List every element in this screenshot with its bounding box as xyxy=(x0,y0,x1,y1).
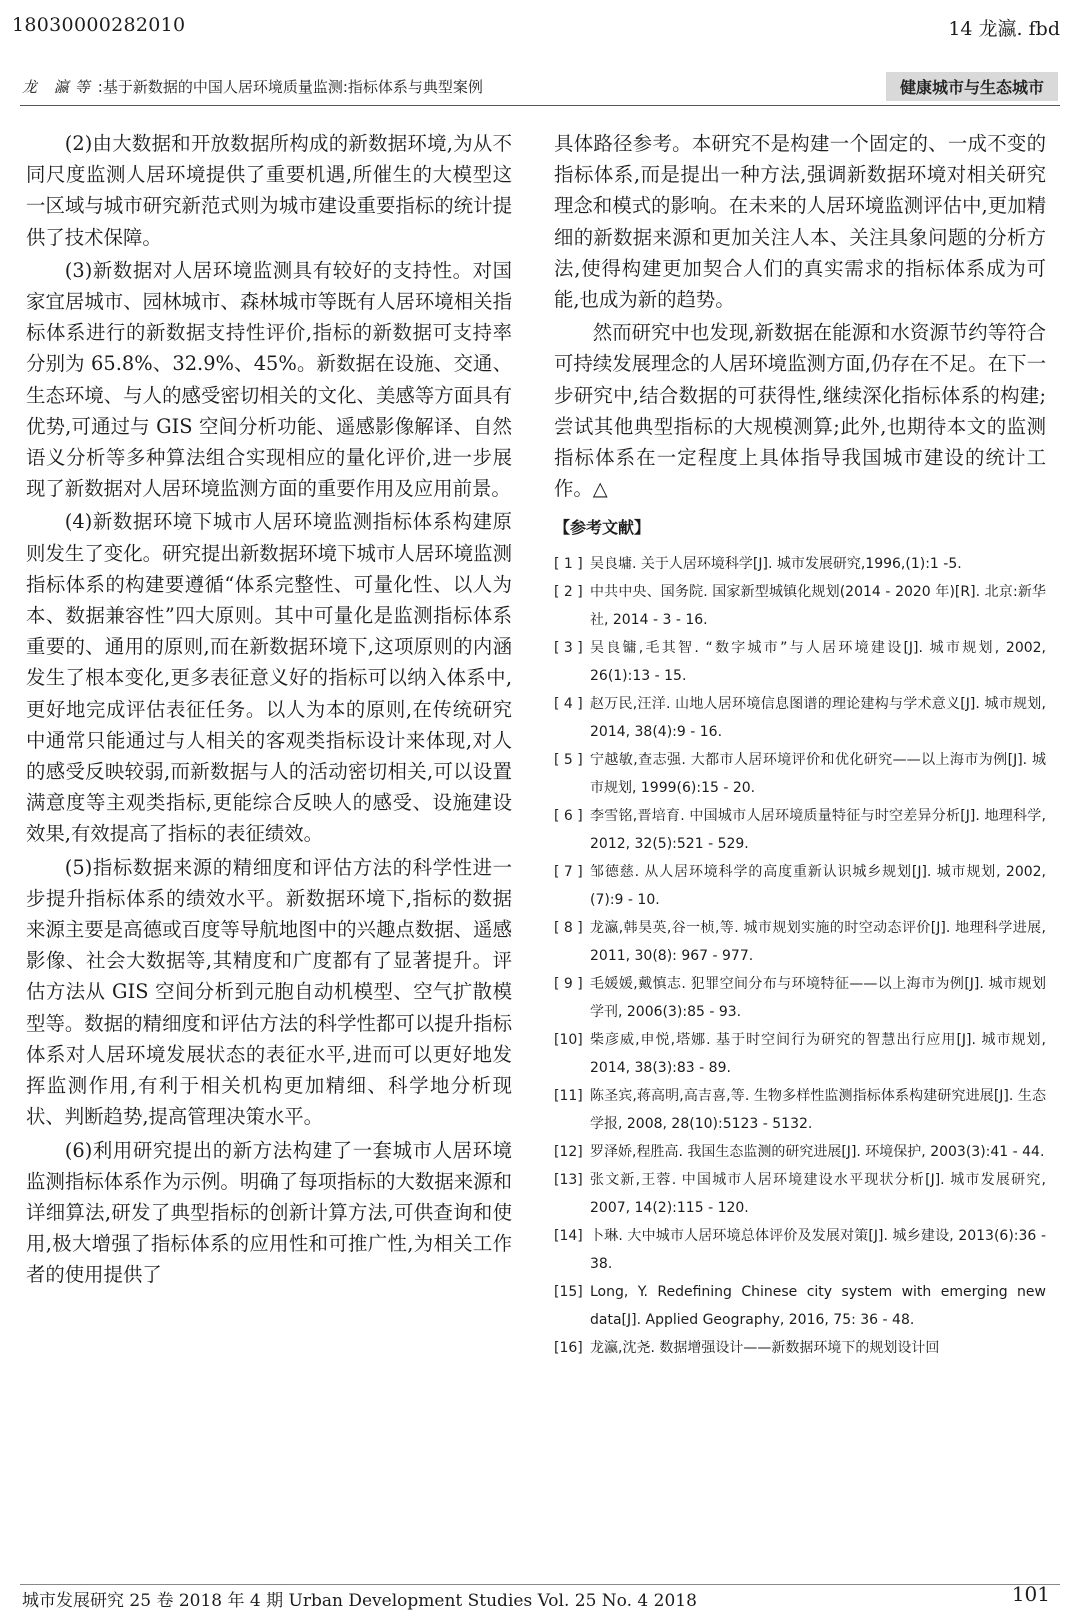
reference-item xyxy=(554,1334,1046,1362)
reference-number: [14] xyxy=(554,1228,583,1245)
reference-list xyxy=(554,550,1046,1362)
reference-text: 李雪铭,晋培育. 中国城市人居环境质量特征与时空差异分析[J]. 地理科学, 2012, 32(5):521 - 529. xyxy=(590,808,1046,853)
paragraph-2: (2)由大数据和开放数据所构成的新数据环境,为从不同尺度监测人居环境提供了重要机遇,所催生的大模型这一区域与城市研究新范式则为城市建设重要指标的统计提供了技术保障。 xyxy=(26,132,512,249)
left-column xyxy=(26,128,512,1293)
reference-item xyxy=(554,858,1046,914)
reference-item xyxy=(554,634,1046,690)
paragraph-5: (5)指标数据来源的精细度和评估方法的科学性进一步提升指标体系的绩效水平。新数据环境下,指标的数据来源主要是高德或百度等导航地图中的兴趣点数据、遥感影像、社会大数据等,其精度和广度都有了显著提升。评估方法从 GIS 空间分析到元胞自动机模型、空气扩散模型等。数据的精细度和评估方法的科学性都可以提升指标体系对人居环境发展状态的表征水平,进而可以更好地发挥监测作用,有利于相关机构更加精细、科学地分析现状、判断趋势,提高管理决策水平。 xyxy=(26,855,512,1129)
reference-number: [10] xyxy=(554,1032,583,1049)
reference-number: [ 3 ] xyxy=(554,640,583,657)
reference-number: [ 6 ] xyxy=(554,808,583,825)
reference-item xyxy=(554,1166,1046,1222)
reference-number: [13] xyxy=(554,1172,583,1189)
reference-item xyxy=(554,1278,1046,1334)
reference-text: 柴彦威,申悦,塔娜. 基于时空间行为研究的智慧出行应用[J]. 城市规划, 2014, 38(3):83 - 89. xyxy=(590,1032,1046,1077)
reference-text: 毛媛媛,戴慎志. 犯罪空间分布与环境特征——以上海市为例[J]. 城市规划学刊, 2006(3):85 - 93. xyxy=(590,976,1046,1021)
reference-text: 卜琳. 大中城市人居环境总体评价及发展对策[J]. 城乡建设, 2013(6):36 - 38. xyxy=(590,1228,1046,1273)
reference-number: [ 4 ] xyxy=(554,696,583,713)
paragraph-4: (4)新数据环境下城市人居环境监测指标体系构建原则发生了变化。研究提出新数据环境下城市人居环境监测指标体系的构建要遵循“体系完整性、可量化性、以人为本、数据兼容性”四大原则。其中可量化是监测指标体系重要的、通用的原则,而在新数据环境下,这项原则的内涵发生了根本变化,更多表征意义好的指标可以纳入体系中,更好地完成评估表征任务。以人为本的原则,在传统研究中通常只能通过与人相关的客观类指标设计来体现,对人的感受反映较弱,而新数据与人的活动密切相关,可以设置满意度等主观类指标,更能综合反映人的感受、设施建设效果,有效提高了指标的表征绩效。 xyxy=(26,510,512,846)
reference-number: [ 5 ] xyxy=(554,752,583,769)
page-number: 101 xyxy=(1011,1582,1050,1606)
header-title: :基于新数据的中国人居环境质量监测:指标体系与典型案例 xyxy=(97,78,483,96)
reference-item xyxy=(554,914,1046,970)
section-tab: 健康城市与生态城市 xyxy=(886,72,1058,101)
running-header xyxy=(22,76,483,97)
file-name: 14 龙瀛. fbd xyxy=(948,18,1060,40)
reference-text: 吴良镛,毛其智. “数字城市”与人居环境建设[J]. 城市规划, 2002, 26(1):13 - 15. xyxy=(590,640,1046,685)
reference-text: 宁越敏,查志强. 大都市人居环境评价和优化研究——以上海市为例[J]. 城市规划, 1999(6):15 - 20. xyxy=(590,752,1046,797)
reference-item xyxy=(554,1026,1046,1082)
paragraph-conclusion: 然而研究中也发现,新数据在能源和水资源节约等符合可持续发展理念的人居环境监测方面,仍存在不足。在下一步研究中,结合数据的可获得性,继续深化指标体系的构建;尝试其他典型指标的大规模测算;此外,也期待本文的监测指标体系在一定程度上具体指导我国城市建设的统计工作。△ xyxy=(554,321,1046,501)
reference-item xyxy=(554,1222,1046,1278)
footer-journal: 城市发展研究 25 卷 2018 年 4 期 Urban Development Studies Vol. 25 No. 4 2018 xyxy=(22,1591,697,1611)
reference-number: [ 1 ] xyxy=(554,556,583,573)
reference-item xyxy=(554,550,1046,578)
reference-text: 赵万民,汪洋. 山地人居环境信息图谱的理论建构与学术意义[J]. 城市规划, 2014, 38(4):9 - 16. xyxy=(590,696,1046,741)
right-column xyxy=(554,128,1046,1362)
page-id: 18030000282010 xyxy=(12,14,186,36)
reference-item xyxy=(554,970,1046,1026)
paragraph-continuation: 具体路径参考。本研究不是构建一个固定的、一成不变的指标体系,而是提出一种方法,强调新数据环境对相关研究理念和模式的影响。在未来的人居环境监测评估中,更加精细的新数据来源和更加关注人本、关注具象问题的分析方法,使得构建更加契合人们的真实需求的指标体系成为可能,也成为新的趋势。 xyxy=(554,132,1046,312)
reference-text: 邹德慈. 从人居环境科学的高度重新认识城乡规划[J]. 城市规划, 2002, (7):9 - 10. xyxy=(590,864,1046,909)
reference-item xyxy=(554,746,1046,802)
paragraph-6: (6)利用研究提出的新方法构建了一套城市人居环境监测指标体系作为示例。明确了每项指标的大数据来源和详细算法,研发了典型指标的创新计算方法,可供查询和使用,极大增强了指标体系的应用性和可推广性,为相关工作者的使用提供了 xyxy=(26,1138,512,1287)
reference-item xyxy=(554,802,1046,858)
references-heading: 【参考文献】 xyxy=(554,518,651,538)
reference-text: 陈圣宾,蒋高明,高吉喜,等. 生物多样性监测指标体系构建研究进展[J]. 生态学报, 2008, 28(10):5123 - 5132. xyxy=(590,1088,1046,1133)
reference-number: [11] xyxy=(554,1088,583,1105)
reference-text: 龙瀛,韩昊英,谷一桢,等. 城市规划实施的时空动态评价[J]. 地理科学进展, 2011, 30(8): 967 - 977. xyxy=(590,920,1046,965)
reference-number: [ 8 ] xyxy=(554,920,583,937)
header-authors: 龙 瀛等 xyxy=(22,78,96,96)
reference-text: 中共中央、国务院. 国家新型城镇化规划(2014 - 2020 年)[R]. 北京:新华社, 2014 - 3 - 16. xyxy=(590,584,1046,629)
reference-number: [12] xyxy=(554,1144,583,1161)
reference-item xyxy=(554,1138,1046,1166)
reference-item xyxy=(554,578,1046,634)
reference-item xyxy=(554,1082,1046,1138)
reference-text: 张文新,王蓉. 中国城市人居环境建设水平现状分析[J]. 城市发展研究, 2007, 14(2):115 - 120. xyxy=(590,1172,1046,1217)
reference-number: [15] xyxy=(554,1284,583,1301)
reference-number: [16] xyxy=(554,1340,583,1357)
footer-divider xyxy=(20,1584,1060,1585)
reference-number: [ 9 ] xyxy=(554,976,583,993)
reference-number: [ 7 ] xyxy=(554,864,583,881)
header-divider xyxy=(20,105,1060,106)
reference-number: [ 2 ] xyxy=(554,584,583,601)
reference-text: 罗泽娇,程胜高. 我国生态监测的研究进展[J]. 环境保护, 2003(3):41 - 44. xyxy=(590,1144,1045,1161)
reference-text: 吴良墉. 关于人居环境科学[J]. 城市发展研究,1996,(1):1 -5. xyxy=(590,556,962,573)
reference-item xyxy=(554,690,1046,746)
reference-text: Long, Y. Redefining Chinese city system with emerging new data[J]. Applied Geography, 2016, 75: 36 - 48. xyxy=(590,1284,1046,1329)
reference-text: 龙瀛,沈尧. 数据增强设计——新数据环境下的规划设计回 xyxy=(590,1340,940,1357)
paragraph-3: (3)新数据对人居环境监测具有较好的支持性。对国家宜居城市、园林城市、森林城市等既有人居环境相关指标体系进行的新数据支持性评价,指标的新数据可支持率分别为 65.8%、32.9%、45%。新数据在设施、交通、生态环境、与人的感受密切相关的文化、美感等方面具有优势,可通过与 GIS 空间分析功能、遥感影像解译、自然语义分析等多种算法组合实现相应的量化评价,进一步展现了新数据对人居环境监测方面的重要作用及应用前景。 xyxy=(26,258,512,501)
